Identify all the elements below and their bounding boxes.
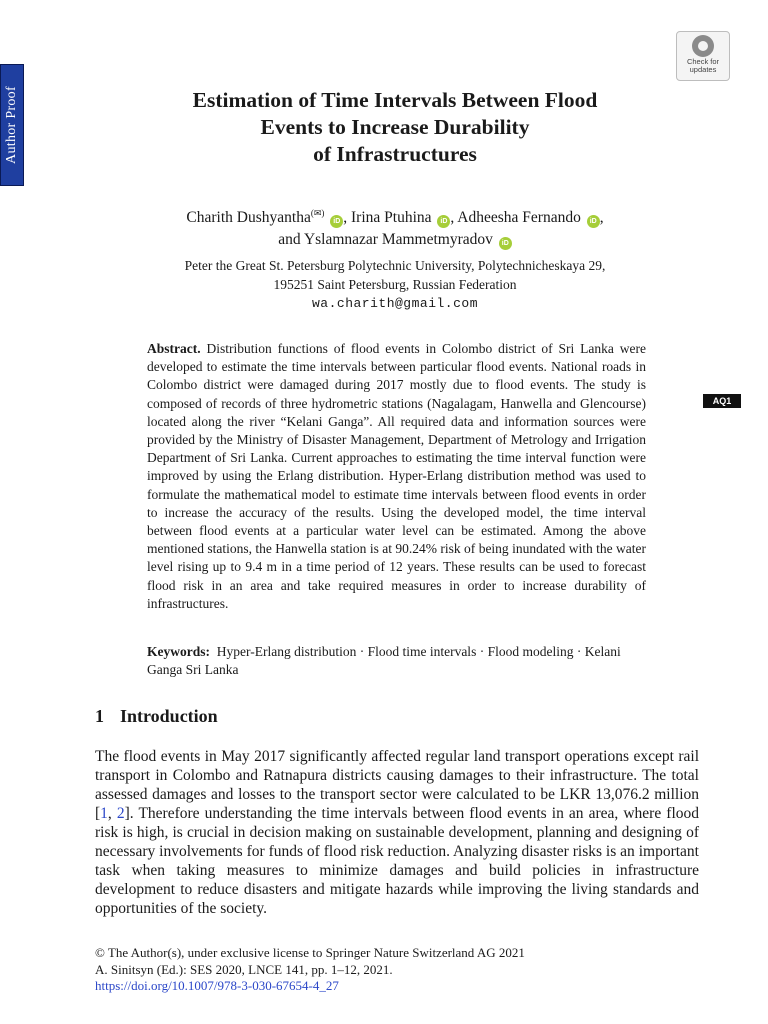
doi-link[interactable]: https://doi.org/10.1007/978-3-030-67654-4_27	[95, 978, 339, 993]
check-badge-line1: Check for	[686, 57, 720, 66]
author-list: Charith Dushyantha(✉) iD , Irina Ptuhina iD , Adheesha Fernando iD , and Yslamnazar Mammetmyradov iD	[186, 208, 604, 248]
keywords-label: Keywords:	[147, 644, 210, 659]
author-name: Yslamnazar Mammetmyradov	[303, 231, 493, 248]
abstract-text: Distribution functions of flood events in Colombo district of Sri Lanka were developed to estimate the time intervals between particular flood events. National roads in Colombo district were damaged during 2017 mostly due to flood events. The study is composed of records of three hydrometric stations (Nagalagam, Hanwella and Glencourse) located along the river “Kelani Ganga”. All required data and information sources were provided by the Ministry of Disaster Management, Department of Metrology and Irrigation Department of Sri Lanka. Current approaches to estimating the time interval function were improved by using the Erlang distribution. Hyper-Erlang distribution method was used to formulate the mathematical model to estimate time intervals between flood events in order to increase the accuracy of the results. Using the developed model, the time interval between flood events at a particular water level can be estimated. Among the above mentioned stations, the Hanwella station is at 90.24% risk of being inundated with the water level rising up to 9.4 m in a time period of 12 years. These results can be used to forecast flood risk in an area and take required measures in order to increase durability of infrastructures.	[147, 341, 647, 611]
keywords	[147, 643, 646, 679]
keyword-separator: ·	[356, 644, 368, 659]
keyword: Flood time intervals	[367, 644, 477, 659]
author-email[interactable]: wa.charith@gmail.com	[311, 296, 479, 311]
keyword-separator: ·	[476, 644, 488, 659]
orcid-icon[interactable]: iD	[330, 215, 343, 228]
author-name: Irina Ptuhina	[351, 209, 432, 226]
keyword: Hyper-Erlang distribution	[216, 644, 357, 659]
abstract-label: Abstract.	[147, 341, 201, 356]
check-badge-line2: updates	[689, 65, 717, 74]
author-and: and	[278, 231, 301, 248]
section-heading	[95, 706, 218, 727]
update-check-icon	[692, 35, 714, 57]
affiliation	[120, 256, 670, 313]
orcid-icon[interactable]: iD	[437, 215, 450, 228]
title-line-3: of Infrastructures	[313, 142, 477, 166]
author-query-badge[interactable]: AQ1	[703, 394, 741, 408]
author-name: Charith Dushyantha	[186, 209, 311, 226]
orcid-icon[interactable]: iD	[587, 215, 600, 228]
intro-text-start: The flood events in May 2017 significantly affected regular land transport operations except rail transport in Colombo and Ratnapura districts causing damages to their infrastructure. The total assessed damages and losses to the transport sector were calculated to be LKR 13,076.2 million [	[95, 748, 699, 823]
author-name: Adheesha Fernando	[457, 209, 581, 226]
affiliation-line-2: 195251 Saint Petersburg, Russian Federation	[273, 277, 517, 292]
author-proof-tab	[0, 64, 24, 186]
affiliation-line-1: Peter the Great St. Petersburg Polytechnic University, Polytechnicheskaya 29,	[184, 258, 606, 273]
keyword: Kelani Ganga Sri Lanka	[147, 644, 621, 678]
citation-separator: ,	[107, 805, 117, 823]
citation-line: A. Sinitsyn (Ed.): SES 2020, LNCE 141, pp. 1–12, 2021.	[95, 961, 393, 977]
citation-link[interactable]: 1	[100, 805, 108, 823]
footer	[95, 945, 525, 995]
title-line-1: Estimation of Time Intervals Between Flood	[192, 88, 598, 112]
section-number: 1	[95, 706, 104, 726]
citation-link[interactable]: 2	[116, 805, 125, 823]
orcid-icon[interactable]: iD	[499, 237, 512, 250]
keyword-separator: ·	[573, 644, 585, 659]
intro-paragraph	[95, 747, 699, 918]
section-title: Introduction	[120, 706, 218, 726]
corresponding-mark[interactable]: (✉)	[310, 208, 325, 218]
paper-title	[120, 87, 670, 168]
keyword: Flood modeling	[487, 644, 574, 659]
intro-text-end: ]. Therefore understanding the time intervals between flood events in an area, where flood risk is high, is crucial in decision making on sustainable development, planning and designing of necessary involvements for funds of flood risk reduction. Analyzing disaster risks is an important task when taking measures to minimize damages and build policies in infrastructure development to reduce disasters and mitigate hazards while improving the living standards and opportunities of the society.	[95, 805, 700, 918]
author-proof-label: Author Proof	[4, 86, 19, 164]
abstract	[147, 340, 646, 613]
copyright-line: © The Author(s), under exclusive license to Springer Nature Switzerland AG 2021	[95, 945, 525, 960]
check-for-updates-badge[interactable]	[676, 31, 730, 81]
title-line-2: Events to Increase Durability	[260, 115, 530, 139]
